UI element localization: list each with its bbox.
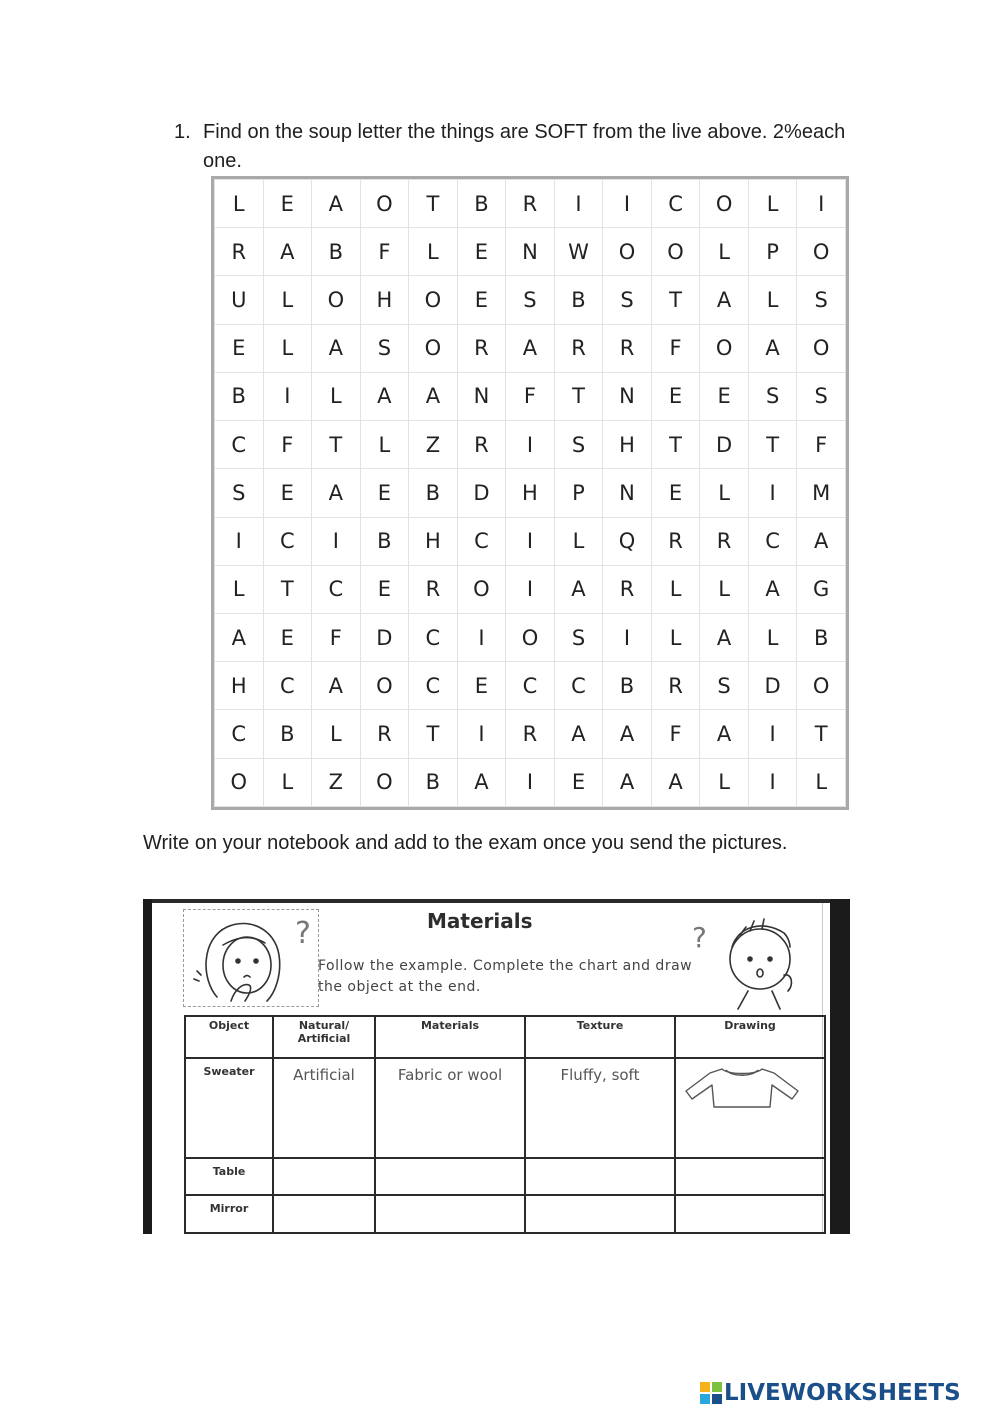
word-search-cell[interactable]: C bbox=[409, 662, 458, 710]
word-search-cell[interactable]: I bbox=[457, 613, 506, 661]
word-search-cell[interactable]: C bbox=[312, 565, 361, 613]
word-search-cell[interactable]: C bbox=[554, 662, 603, 710]
materials-chart bbox=[184, 1015, 826, 1234]
word-search-cell[interactable]: L bbox=[748, 613, 797, 661]
word-search-cell[interactable]: F bbox=[312, 613, 361, 661]
word-search-cell[interactable]: I bbox=[312, 517, 361, 565]
word-search-row bbox=[215, 228, 846, 276]
word-search-cell[interactable]: F bbox=[797, 421, 846, 469]
word-search-cell[interactable]: E bbox=[360, 565, 409, 613]
word-search-cell[interactable]: I bbox=[457, 710, 506, 758]
word-search-cell[interactable]: Z bbox=[312, 758, 361, 806]
word-search-cell[interactable]: C bbox=[215, 421, 264, 469]
word-search-cell[interactable]: D bbox=[360, 613, 409, 661]
word-search-cell[interactable]: I bbox=[215, 517, 264, 565]
word-search-cell[interactable]: T bbox=[312, 421, 361, 469]
word-search-cell[interactable]: R bbox=[409, 565, 458, 613]
word-search-grid bbox=[211, 176, 849, 810]
word-search-cell[interactable]: I bbox=[748, 758, 797, 806]
word-search-cell[interactable]: N bbox=[603, 469, 652, 517]
word-search-cell[interactable]: A bbox=[651, 758, 700, 806]
word-search-cell[interactable]: A bbox=[700, 276, 749, 324]
word-search-cell[interactable]: B bbox=[409, 469, 458, 517]
row-object-label: Mirror bbox=[185, 1195, 273, 1233]
word-search-cell[interactable]: T bbox=[651, 421, 700, 469]
word-search-row bbox=[215, 517, 846, 565]
word-search-cell[interactable]: R bbox=[457, 421, 506, 469]
word-search-cell[interactable]: A bbox=[409, 372, 458, 420]
word-search-cell[interactable]: O bbox=[700, 324, 749, 372]
chart-header-row bbox=[185, 1016, 825, 1058]
word-search-cell[interactable]: I bbox=[506, 565, 555, 613]
word-search-cell[interactable]: B bbox=[457, 180, 506, 228]
word-search-cell[interactable]: A bbox=[797, 517, 846, 565]
word-search-cell[interactable]: O bbox=[457, 565, 506, 613]
thinking-boy-icon bbox=[688, 913, 808, 1013]
word-search-cell[interactable]: A bbox=[700, 613, 749, 661]
row-object-label: Sweater bbox=[185, 1058, 273, 1158]
word-search-cell[interactable]: R bbox=[603, 565, 652, 613]
word-search-cell[interactable]: N bbox=[506, 228, 555, 276]
word-search-cell[interactable]: I bbox=[554, 180, 603, 228]
word-search-cell[interactable]: E bbox=[651, 469, 700, 517]
word-search-cell[interactable]: S bbox=[797, 276, 846, 324]
word-search-cell[interactable]: S bbox=[748, 372, 797, 420]
word-search-cell[interactable]: I bbox=[506, 421, 555, 469]
word-search-cell[interactable]: B bbox=[312, 228, 361, 276]
word-search-cell[interactable]: S bbox=[603, 276, 652, 324]
word-search-cell[interactable]: A bbox=[312, 469, 361, 517]
word-search-cell[interactable]: A bbox=[554, 565, 603, 613]
header-materials: Materials bbox=[375, 1016, 525, 1058]
word-search-cell[interactable]: L bbox=[748, 276, 797, 324]
word-search-cell[interactable]: L bbox=[554, 517, 603, 565]
word-search-cell[interactable]: A bbox=[457, 758, 506, 806]
word-search-cell[interactable]: O bbox=[603, 228, 652, 276]
word-search-cell[interactable]: O bbox=[797, 662, 846, 710]
word-search-cell[interactable]: A bbox=[748, 324, 797, 372]
word-search-cell[interactable]: R bbox=[603, 324, 652, 372]
row-texture-cell: Fluffy, soft bbox=[525, 1058, 675, 1158]
word-search-cell[interactable]: A bbox=[700, 710, 749, 758]
word-search-row bbox=[215, 180, 846, 228]
word-search-cell[interactable]: I bbox=[506, 517, 555, 565]
word-search-cell[interactable]: I bbox=[603, 613, 652, 661]
word-search-cell[interactable]: U bbox=[215, 276, 264, 324]
word-search-cell[interactable]: O bbox=[797, 324, 846, 372]
word-search-cell[interactable]: F bbox=[651, 710, 700, 758]
word-search-cell[interactable]: T bbox=[797, 710, 846, 758]
instruction-text: Find on the soup letter the things are SOFT from the live above. 2%each one. bbox=[203, 121, 846, 172]
word-search-cell[interactable]: F bbox=[360, 228, 409, 276]
word-search-cell[interactable]: B bbox=[215, 372, 264, 420]
word-search-cell[interactable]: C bbox=[215, 710, 264, 758]
word-search-cell[interactable]: R bbox=[506, 180, 555, 228]
word-search-cell[interactable]: W bbox=[554, 228, 603, 276]
word-search-cell[interactable]: L bbox=[263, 276, 312, 324]
word-search-cell[interactable]: B bbox=[554, 276, 603, 324]
word-search-cell[interactable]: E bbox=[457, 228, 506, 276]
word-search-cell[interactable]: E bbox=[700, 372, 749, 420]
liveworksheets-logo[interactable] bbox=[700, 1378, 961, 1408]
header-object: Object bbox=[185, 1016, 273, 1058]
word-search-cell[interactable]: F bbox=[263, 421, 312, 469]
word-search-cell[interactable]: C bbox=[457, 517, 506, 565]
chart-row-sweater bbox=[185, 1058, 825, 1158]
word-search-cell[interactable]: L bbox=[797, 758, 846, 806]
word-search-cell[interactable]: R bbox=[651, 662, 700, 710]
word-search-cell[interactable]: P bbox=[748, 228, 797, 276]
word-search-row bbox=[215, 710, 846, 758]
word-search-cell[interactable]: A bbox=[312, 324, 361, 372]
word-search-cell[interactable]: I bbox=[797, 180, 846, 228]
word-search-row bbox=[215, 372, 846, 420]
word-search-cell[interactable]: S bbox=[797, 372, 846, 420]
word-search-cell[interactable]: E bbox=[263, 469, 312, 517]
word-search-cell[interactable]: O bbox=[215, 758, 264, 806]
notebook-note: Write on your notebook and add to the exam once you send the pictures. bbox=[143, 832, 788, 854]
word-search-cell[interactable]: L bbox=[651, 613, 700, 661]
word-search-cell[interactable]: O bbox=[312, 276, 361, 324]
chart-row-table bbox=[185, 1158, 825, 1196]
word-search-cell[interactable]: M bbox=[797, 469, 846, 517]
word-search-cell[interactable]: R bbox=[554, 324, 603, 372]
word-search-cell[interactable]: L bbox=[409, 228, 458, 276]
instruction-number: 1. bbox=[174, 121, 191, 143]
word-search-cell[interactable]: O bbox=[409, 276, 458, 324]
word-search-cell[interactable]: L bbox=[700, 758, 749, 806]
word-search-cell[interactable]: S bbox=[554, 421, 603, 469]
word-search-cell[interactable]: S bbox=[506, 276, 555, 324]
row-drawing-cell bbox=[675, 1058, 825, 1158]
word-search-row bbox=[215, 662, 846, 710]
sheet-title: Materials bbox=[427, 909, 533, 933]
word-search-cell[interactable]: A bbox=[312, 662, 361, 710]
word-search-cell[interactable]: I bbox=[263, 372, 312, 420]
word-search-cell[interactable]: L bbox=[312, 372, 361, 420]
sheet-top-border bbox=[143, 899, 850, 903]
materials-worksheet bbox=[143, 899, 850, 1234]
word-search-cell[interactable]: H bbox=[603, 421, 652, 469]
word-search-cell[interactable]: O bbox=[700, 180, 749, 228]
word-search-cell[interactable]: E bbox=[215, 324, 264, 372]
svg-text:?: ? bbox=[692, 921, 707, 954]
word-search-cell[interactable]: B bbox=[797, 613, 846, 661]
word-search-cell[interactable]: Q bbox=[603, 517, 652, 565]
word-search-table bbox=[214, 179, 846, 807]
word-search-cell[interactable]: T bbox=[554, 372, 603, 420]
word-search-cell[interactable]: E bbox=[457, 662, 506, 710]
sheet-instruction: Follow the example. Complete the chart and draw the object at the end. bbox=[318, 958, 693, 995]
word-search-cell[interactable]: A bbox=[603, 710, 652, 758]
liveworksheets-brand: LIVEWORKSHEETS bbox=[724, 1380, 961, 1406]
word-search-cell[interactable]: R bbox=[651, 517, 700, 565]
word-search-cell[interactable]: P bbox=[554, 469, 603, 517]
word-search-cell[interactable]: A bbox=[603, 758, 652, 806]
word-search-row bbox=[215, 276, 846, 324]
word-search-cell[interactable]: O bbox=[797, 228, 846, 276]
word-search-cell[interactable]: H bbox=[409, 517, 458, 565]
word-search-cell[interactable]: C bbox=[409, 613, 458, 661]
word-search-cell[interactable]: T bbox=[748, 421, 797, 469]
row-materials-cell[interactable] bbox=[375, 1158, 525, 1196]
word-search-cell[interactable]: T bbox=[263, 565, 312, 613]
sheet-left-border bbox=[143, 899, 152, 1234]
word-search-row bbox=[215, 758, 846, 806]
word-search-cell[interactable]: L bbox=[748, 180, 797, 228]
word-search-cell[interactable]: L bbox=[360, 421, 409, 469]
word-search-cell[interactable]: O bbox=[409, 324, 458, 372]
word-search-cell[interactable]: A bbox=[263, 228, 312, 276]
row-materials-cell[interactable] bbox=[375, 1195, 525, 1233]
svg-text:?: ? bbox=[295, 916, 311, 951]
word-search-cell[interactable]: O bbox=[360, 758, 409, 806]
word-search-cell[interactable]: A bbox=[360, 372, 409, 420]
instruction bbox=[174, 118, 874, 176]
word-search-cell[interactable]: E bbox=[457, 276, 506, 324]
word-search-cell[interactable]: L bbox=[700, 565, 749, 613]
word-search-row bbox=[215, 565, 846, 613]
word-search-cell[interactable]: C bbox=[651, 180, 700, 228]
word-search-cell[interactable]: R bbox=[360, 710, 409, 758]
word-search-cell[interactable]: T bbox=[651, 276, 700, 324]
row-texture-cell[interactable] bbox=[525, 1158, 675, 1196]
row-object-label: Table bbox=[185, 1158, 273, 1196]
word-search-cell[interactable]: B bbox=[360, 517, 409, 565]
word-search-cell[interactable]: C bbox=[748, 517, 797, 565]
word-search-cell[interactable]: R bbox=[506, 710, 555, 758]
word-search-cell[interactable]: L bbox=[215, 565, 264, 613]
word-search-cell[interactable]: H bbox=[506, 469, 555, 517]
row-drawing-cell[interactable] bbox=[675, 1158, 825, 1196]
word-search-cell[interactable]: L bbox=[651, 565, 700, 613]
row-natural-cell: Artificial bbox=[273, 1058, 375, 1158]
word-search-cell[interactable]: O bbox=[360, 180, 409, 228]
word-search-cell[interactable]: Z bbox=[409, 421, 458, 469]
word-search-cell[interactable]: L bbox=[215, 180, 264, 228]
word-search-cell[interactable]: R bbox=[215, 228, 264, 276]
row-natural-cell[interactable] bbox=[273, 1195, 375, 1233]
sweater-drawing-icon bbox=[680, 1061, 800, 1111]
word-search-cell[interactable]: T bbox=[409, 710, 458, 758]
word-search-cell[interactable]: E bbox=[651, 372, 700, 420]
word-search-cell[interactable]: L bbox=[263, 758, 312, 806]
word-search-cell[interactable]: I bbox=[748, 469, 797, 517]
word-search-cell[interactable]: A bbox=[215, 613, 264, 661]
word-search-row bbox=[215, 469, 846, 517]
word-search-cell[interactable]: L bbox=[700, 469, 749, 517]
word-search-row bbox=[215, 613, 846, 661]
row-materials-cell: Fabric or wool bbox=[375, 1058, 525, 1158]
word-search-cell[interactable]: I bbox=[506, 758, 555, 806]
word-search-cell[interactable]: T bbox=[409, 180, 458, 228]
word-search-cell[interactable]: E bbox=[263, 180, 312, 228]
word-search-cell[interactable]: D bbox=[457, 469, 506, 517]
word-search-row bbox=[215, 324, 846, 372]
word-search-cell[interactable]: L bbox=[700, 228, 749, 276]
word-search-cell[interactable]: E bbox=[554, 758, 603, 806]
header-texture: Texture bbox=[525, 1016, 675, 1058]
word-search-cell[interactable]: R bbox=[700, 517, 749, 565]
word-search-cell[interactable]: B bbox=[409, 758, 458, 806]
sheet-right-border bbox=[830, 899, 850, 1234]
word-search-cell[interactable]: D bbox=[700, 421, 749, 469]
word-search-cell[interactable]: N bbox=[457, 372, 506, 420]
word-search-cell[interactable]: B bbox=[603, 662, 652, 710]
word-search-cell[interactable]: D bbox=[748, 662, 797, 710]
row-natural-cell[interactable] bbox=[273, 1158, 375, 1196]
word-search-cell[interactable]: A bbox=[554, 710, 603, 758]
word-search-cell[interactable]: S bbox=[554, 613, 603, 661]
word-search-row bbox=[215, 421, 846, 469]
row-drawing-cell[interactable] bbox=[675, 1195, 825, 1233]
word-search-cell[interactable]: C bbox=[263, 662, 312, 710]
word-search-cell[interactable]: O bbox=[360, 662, 409, 710]
word-search-cell[interactable]: I bbox=[748, 710, 797, 758]
word-search-cell[interactable]: R bbox=[457, 324, 506, 372]
word-search-cell[interactable]: O bbox=[506, 613, 555, 661]
word-search-cell[interactable]: C bbox=[263, 517, 312, 565]
word-search-cell[interactable]: A bbox=[506, 324, 555, 372]
header-drawing: Drawing bbox=[675, 1016, 825, 1058]
word-search-cell[interactable]: G bbox=[797, 565, 846, 613]
word-search-cell[interactable]: C bbox=[506, 662, 555, 710]
word-search-cell[interactable]: F bbox=[651, 324, 700, 372]
header-natural-artificial: Natural/ Artificial bbox=[273, 1016, 375, 1058]
word-search-cell[interactable]: H bbox=[215, 662, 264, 710]
word-search-cell[interactable]: H bbox=[360, 276, 409, 324]
word-search-cell[interactable]: S bbox=[360, 324, 409, 372]
thinking-girl-icon bbox=[187, 909, 327, 1009]
word-search-cell[interactable]: N bbox=[603, 372, 652, 420]
row-texture-cell[interactable] bbox=[525, 1195, 675, 1233]
word-search-cell[interactable]: E bbox=[360, 469, 409, 517]
word-search-cell[interactable]: B bbox=[263, 710, 312, 758]
word-search-cell[interactable]: E bbox=[263, 613, 312, 661]
word-search-cell[interactable]: S bbox=[700, 662, 749, 710]
word-search-cell[interactable]: S bbox=[215, 469, 264, 517]
chart-row-mirror bbox=[185, 1195, 825, 1233]
word-search-cell[interactable]: F bbox=[506, 372, 555, 420]
liveworksheets-mark-icon bbox=[700, 1382, 722, 1404]
word-search-cell[interactable]: L bbox=[263, 324, 312, 372]
word-search-cell[interactable]: L bbox=[312, 710, 361, 758]
word-search-cell[interactable]: A bbox=[312, 180, 361, 228]
word-search-cell[interactable]: O bbox=[651, 228, 700, 276]
word-search-cell[interactable]: I bbox=[603, 180, 652, 228]
word-search-cell[interactable]: A bbox=[748, 565, 797, 613]
